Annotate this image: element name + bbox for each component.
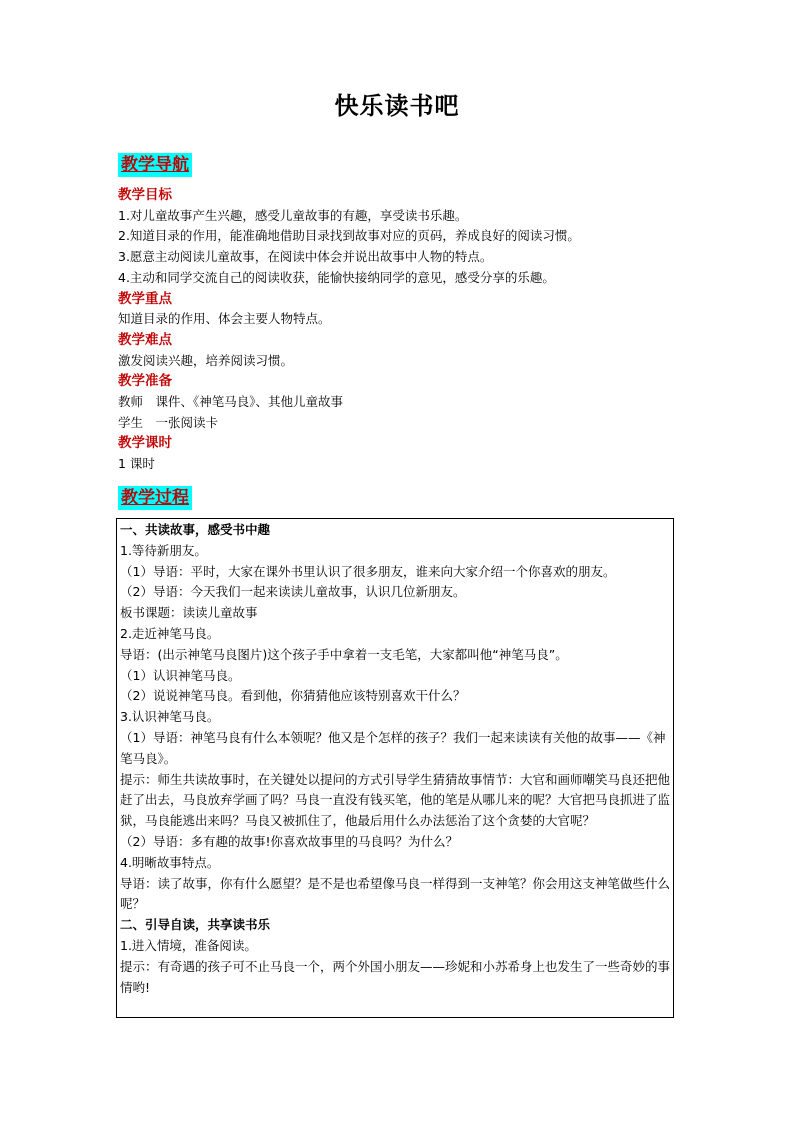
process-hint: 提示：师生共读故事时，在关键处以提问的方式引导学生猜猜故事情节：大官和画师嘲笑马良还把他赶了出去，马良放弃学画了吗？马良一直没有钱买笔，他的笔是从哪儿来的呢？大官把马良抓进了监狱，马良能逃出来吗？马良又被抓住了，他最后用什么办法惩治了这个贪婪的大官呢？ xyxy=(120,771,671,829)
process-line: 导语：读了故事，你有什么愿望？是不是也希望像马良一样得到一支神笔？你会用这支神笔做些什么呢？ xyxy=(120,875,671,912)
process-hint: 提示：有奇遇的孩子可不止马良一个，两个外国小朋友——珍妮和小苏希身上也发生了一些奇妙的事情哟! xyxy=(120,958,671,995)
process-line: （1）导语：平时，大家在课外书里认识了很多朋友，谁来向大家介绍一个你喜欢的朋友。 xyxy=(120,563,616,579)
prep-student: 学生 一张阅读卡 xyxy=(118,414,219,430)
goal-item: 2.知道目录的作用，能准确地借助目录找到故事对应的页码，养成良好的阅读习惯。 xyxy=(118,228,580,244)
section-heading-process: 教学过程 xyxy=(118,486,192,510)
hours-label: 教学课时 xyxy=(118,435,172,452)
key-text: 知道目录的作用、体会主要人物特点。 xyxy=(118,311,331,327)
process-line: 2.走近神笔马良。 xyxy=(120,625,220,641)
process-line: 导语：(出示神笔马良图片)这个孩子手中拿着一支毛笔，大家都叫他“神笔马良”。 xyxy=(120,646,568,662)
prep-teacher: 教师 课件、《神笔马良》、其他儿童故事 xyxy=(118,394,344,410)
goal-item: 3.愿意主动阅读儿童故事，在阅读中体会并说出故事中人物的特点。 xyxy=(118,249,493,265)
process-heading: 二、引导自读，共享读书乐 xyxy=(120,917,271,933)
difficulty-label: 教学难点 xyxy=(118,331,172,348)
prep-label: 教学准备 xyxy=(118,373,172,390)
difficulty-text: 激发阅读兴趣，培养阅读习惯。 xyxy=(118,352,294,368)
process-line: （2）说说神笔马良。看到他，你猜猜他应该特别喜欢干什么？ xyxy=(120,688,466,704)
section-heading-navigation: 教学导航 xyxy=(118,153,192,177)
key-label: 教学重点 xyxy=(118,290,172,307)
process-line: 4.明晰故事特点。 xyxy=(120,854,220,870)
process-line: 板书课题：读读儿童故事 xyxy=(120,605,258,621)
process-line: （1）认识神笔马良。 xyxy=(120,667,241,683)
process-line: （2）导语：多有趣的故事!你喜欢故事里的马良吗？为什么？ xyxy=(120,833,458,849)
process-line: 3.认识神笔马良。 xyxy=(120,709,220,725)
process-line: 1.进入情境，准备阅读。 xyxy=(120,937,257,953)
process-heading: 一、共读故事，感受书中趣 xyxy=(120,522,271,537)
page-title: 快乐读书吧 xyxy=(334,91,460,120)
process-line: 1.等待新朋友。 xyxy=(120,542,207,558)
goal-item: 4.主动和同学交流自己的阅读收获，能愉快接纳同学的意见，感受分享的乐趣。 xyxy=(118,269,555,285)
hours-text: 1 课时 xyxy=(118,456,155,472)
process-line: （2）导语：今天我们一起来读读儿童故事，认识几位新朋友。 xyxy=(120,584,466,600)
process-box xyxy=(116,518,674,1018)
goal-label: 教学目标 xyxy=(118,187,172,203)
goal-item: 1.对儿童故事产生兴趣，感受儿童故事的有趣，享受读书乐趣。 xyxy=(118,207,468,223)
navigation-content xyxy=(118,185,678,475)
process-line: （1）导语：神笔马良有什么本领呢？他又是个怎样的孩子？我们一起来读读有关他的故事——《神笔马良》。 xyxy=(120,729,666,766)
